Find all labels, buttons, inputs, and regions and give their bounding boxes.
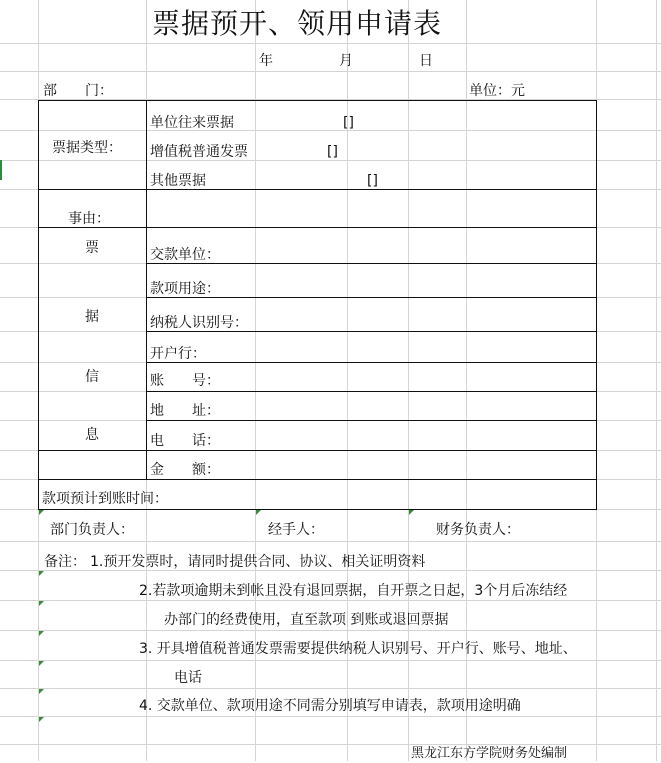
footer-credit: 黑龙江东方学院财务处编制 [411,746,568,761]
form-title: 票据预开、领用申请表 [152,7,443,40]
note-3: 3. 开具增值税普通发票需要提供纳税人识别号、开户行、账号、地址、 [139,641,577,657]
phone-label: 电 话： [150,433,220,449]
arrival-time-label: 款项预计到账时间： [42,491,168,507]
ticket-option-label: 其他票据 [150,173,206,189]
unit-label: 单位：元 [469,83,525,99]
info-side-char: 信 [85,369,99,385]
ticket-option-label: 增值税普通发票 [150,144,248,160]
bank-label: 开户行： [150,346,206,362]
handler-label: 经手人： [268,522,324,538]
dept-head-label: 部门负责人： [50,522,134,538]
row-selection-marker [0,160,2,180]
year-label: 年 [259,53,273,69]
amount-label: 金 额： [150,462,220,478]
info-side-char: 票 [85,240,99,256]
note-2: 2.若款项逾期未到帐且没有退回票据，自开票之日起，3个月后冻结经 [139,583,568,599]
month-label: 月 [339,53,353,69]
ticket-option-checkbox[interactable]: [] [343,115,354,131]
ticket-option-checkbox[interactable]: [] [367,173,378,189]
reason-input[interactable] [148,191,594,225]
payment-purpose-label: 款项用途： [150,281,220,297]
note-2-continued: 办部门的经费使用，直至款项 到账或退回票据 [164,612,449,628]
finance-head-label: 财务负责人： [436,522,520,538]
account-label: 账 号： [150,373,220,389]
ticket-type-label: 票据类型： [52,140,122,156]
ticket-option-checkbox[interactable]: [] [327,144,338,160]
address-label: 地 址： [150,403,220,419]
note-4: 4. 交款单位、款项用途不同需分别填写申请表，款项用途明确 [139,698,521,714]
info-side-char: 息 [85,427,99,443]
notes-prefix: 备注： [44,554,86,570]
taxpayer-id-label: 纳税人识别号： [150,315,248,331]
department-label: 部 门： [43,83,113,99]
reason-label: 事由： [68,211,110,227]
ticket-option-label: 单位往来票据 [150,115,234,131]
note-3-continued: 电话 [174,670,202,686]
info-side-char: 据 [85,309,99,325]
note-1: 1.预开发票时，请同时提供合同、协议、相关证明资料 [90,554,426,570]
payer-unit-label: 交款单位： [150,247,220,263]
day-label: 日 [419,53,433,69]
